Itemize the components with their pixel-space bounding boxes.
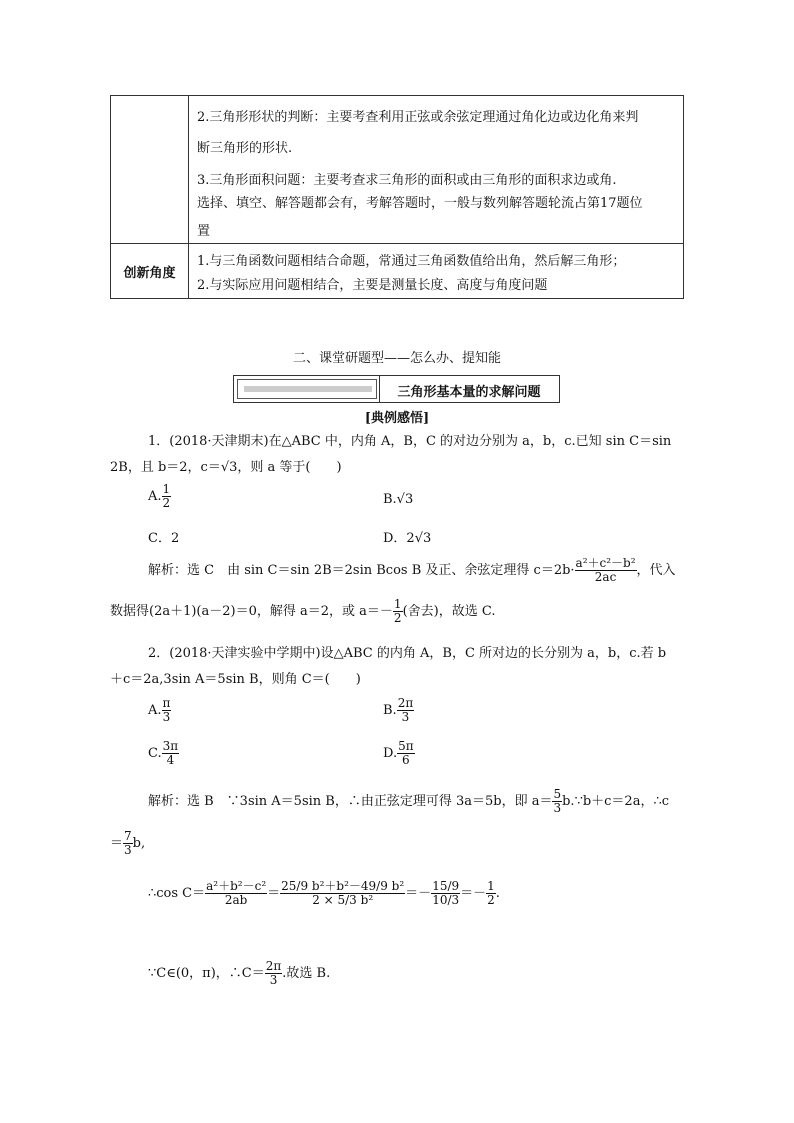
table-text-line: 2.三角形形状的判断：主要考查利用正弦或余弦定理通过角化边或边化角来判 (197, 110, 639, 125)
numerator: 5 (553, 787, 562, 801)
numerator: 15/9 (432, 879, 460, 893)
topic-title: 三角形基本量的求解问题 (397, 385, 541, 400)
denominator: 3 (162, 710, 171, 725)
q2-stem-line1: 2．(2018·天津实验中学期中)设△ABC 的内角 A，B，C 所对边的长分别为 a，b，c.若 b (148, 646, 667, 661)
fraction (393, 598, 403, 625)
q1-solution-line1 (148, 557, 676, 584)
numerator: π (162, 696, 171, 710)
option-label: B. (383, 703, 397, 719)
q2-option-a (148, 697, 171, 724)
numerator: 25/9 b²＋b²－49/9 b² (281, 879, 405, 893)
numerator: 3π (162, 739, 179, 753)
text: ＝－ (460, 886, 487, 902)
fraction (486, 880, 496, 907)
fraction (123, 830, 133, 857)
table-text-line: 3.三角形面积问题：主要考查求三角形的面积或由三角形的面积求边或角. (197, 173, 617, 188)
numerator: 1 (393, 597, 402, 611)
q2-option-c (148, 740, 179, 767)
table-text-line: 选择、填空、解答题都会有，考解答题时，一般与数列解答题轮流占第17题位 (197, 196, 643, 211)
subheading: [典例感悟] (364, 411, 430, 426)
q1-option-b: B.√3 (383, 492, 414, 507)
numerator: 1 (487, 879, 495, 893)
numerator: 5π (398, 739, 414, 753)
q2-option-b (383, 697, 414, 724)
q2-final-line (148, 960, 330, 987)
fraction (575, 557, 637, 584)
text: 解析：选 B ∵3sin A＝5sin B，∴由正弦定理可得 3a＝5b，即 a＝ (148, 794, 553, 810)
topic-tag-frame (237, 379, 377, 399)
fraction (397, 740, 415, 767)
fraction (397, 697, 415, 724)
text: ＝－ (405, 886, 432, 902)
section-title: 二、课堂研题型——怎么办、提知能 (292, 351, 501, 366)
table-text-line: 断三角形的形状. (197, 141, 293, 156)
text: ∴cos C＝ (148, 886, 206, 902)
denominator: 6 (402, 753, 410, 768)
fraction (265, 960, 283, 987)
text: b, (132, 836, 146, 852)
denominator: 4 (166, 753, 175, 768)
denominator: 3 (553, 801, 562, 816)
denominator: 3 (269, 973, 278, 988)
numerator: 2π (265, 959, 282, 973)
text: ＝ (110, 836, 124, 852)
table-text-line: 1.与三角函数问题相结合命题，常通过三角函数值给出角，然后解三角形； (197, 254, 626, 269)
q1-option-d: D．2√3 (383, 531, 432, 546)
denominator: 2ac (594, 570, 617, 585)
q1-option-c: C．2 (148, 531, 180, 546)
strategy-table (110, 95, 684, 299)
q2-solution-line2 (110, 830, 145, 857)
text: ∵C∈(0，π)，∴C＝ (148, 966, 265, 982)
text: (舍去)，故选 C. (402, 604, 496, 620)
table-text-line: 2.与实际应用问题相结合，主要是测量长度、高度与角度问题 (197, 278, 548, 293)
numerator: 1 (162, 482, 171, 496)
option-label: A. (148, 703, 162, 719)
numerator: 7 (124, 829, 132, 843)
fraction (552, 788, 562, 815)
option-label: D. (383, 746, 398, 762)
denominator: 2 (487, 893, 495, 908)
fraction (205, 880, 267, 907)
denominator: 3 (401, 710, 410, 725)
table-divider (111, 243, 683, 244)
fraction (162, 697, 172, 724)
table-divider (188, 96, 189, 298)
q1-option-a (148, 483, 171, 510)
option-label: A. (148, 489, 162, 505)
denominator: 10/3 (432, 893, 460, 908)
fraction (280, 880, 405, 907)
table-row-label: 创新角度 (123, 265, 176, 281)
text: 数据得(2a＋1)(a－2)＝0，解得 a＝2，或 a＝－ (110, 604, 393, 620)
denominator: 2 (162, 496, 171, 511)
fraction (162, 740, 180, 767)
topic-box (233, 375, 560, 403)
topic-divider (379, 376, 380, 402)
q2-option-d (383, 740, 415, 767)
q1-stem-line1: 1．(2018·天津期末)在△ABC 中，内角 A，B，C 的对边分别为 a，b，c.已知 sin C＝sin (148, 434, 672, 449)
q2-cos-derivation (148, 880, 500, 907)
denominator: 2ab (224, 893, 248, 908)
numerator: a²＋b²－c² (206, 879, 267, 893)
text: ＝ (267, 886, 281, 902)
denominator: 2 × 5/3 b² (312, 893, 374, 908)
denominator: 3 (124, 843, 132, 858)
q2-stem-line2: ＋c＝2a,3sin A＝5sin B，则角 C＝( ) (110, 672, 361, 687)
text: . (495, 886, 500, 902)
numerator: a²＋c²－b² (575, 556, 636, 570)
fraction (431, 880, 460, 907)
text: .故选 B. (282, 966, 331, 982)
q1-solution-line2 (110, 598, 495, 625)
topic-tag-bar (244, 386, 372, 392)
table-text-line: 置 (197, 224, 211, 239)
q2-solution-line1 (148, 788, 669, 815)
q1-stem-line2: 2B，且 b＝2，c＝√3，则 a 等于( ) (110, 460, 342, 475)
text: 解析：选 C 由 sin C＝sin 2B＝2sin Bcos B 及正、余弦定理得 c＝2b· (148, 563, 575, 579)
text: ，代入 (636, 563, 676, 579)
option-label: C. (148, 746, 162, 762)
fraction (162, 483, 172, 510)
text: b.∵b＋c＝2a，∴c (562, 794, 670, 810)
numerator: 2π (397, 696, 414, 710)
denominator: 2 (393, 611, 402, 626)
